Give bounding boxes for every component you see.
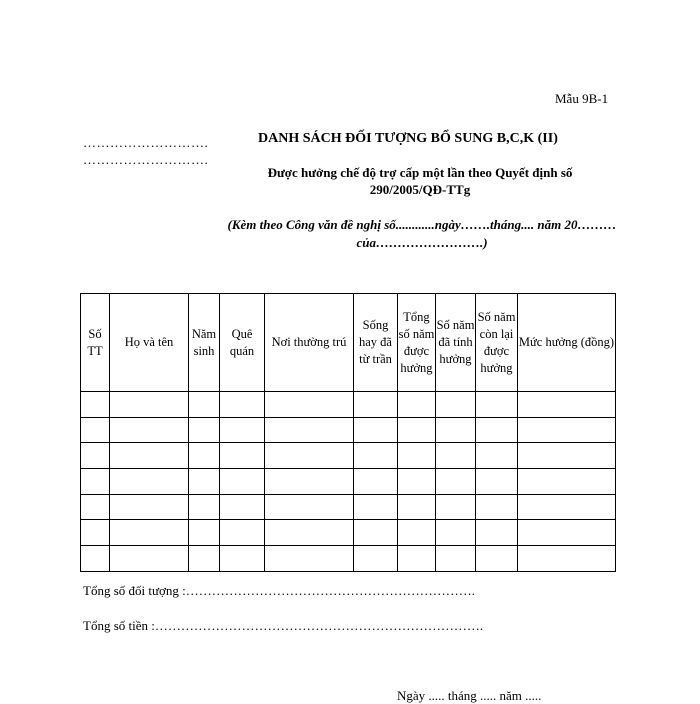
date-line: Ngày ..... tháng ..... năm ..... bbox=[397, 688, 542, 703]
table-cell[interactable] bbox=[220, 443, 265, 469]
table-cell[interactable] bbox=[476, 494, 518, 520]
table-cell[interactable] bbox=[354, 520, 398, 546]
table-cell[interactable] bbox=[476, 469, 518, 495]
table-cell[interactable] bbox=[354, 443, 398, 469]
table-cell[interactable] bbox=[354, 546, 398, 572]
column-header: Tổng số năm được hưởng bbox=[398, 294, 436, 392]
table-row bbox=[81, 392, 616, 418]
table-cell[interactable] bbox=[398, 546, 436, 572]
table-row bbox=[81, 417, 616, 443]
table-row bbox=[81, 520, 616, 546]
table-cell[interactable] bbox=[81, 520, 110, 546]
table-cell[interactable] bbox=[81, 443, 110, 469]
table-cell[interactable] bbox=[398, 417, 436, 443]
table-cell[interactable] bbox=[476, 392, 518, 418]
table-cell[interactable] bbox=[518, 417, 616, 443]
table-cell[interactable] bbox=[354, 494, 398, 520]
document-subtitle: Được hưởng chế độ trợ cấp một lần theo Quyết định số 290/2005/QĐ-TTg bbox=[267, 165, 573, 197]
total-subjects-line: Tổng số đối tượng :…………………………………………………………. bbox=[83, 583, 476, 598]
document-title: DANH SÁCH ĐỐI TƯỢNG BỔ SUNG B,C,K (II) bbox=[258, 131, 558, 146]
table-cell[interactable] bbox=[81, 417, 110, 443]
table-cell[interactable] bbox=[398, 469, 436, 495]
table-cell[interactable] bbox=[398, 443, 436, 469]
table-cell[interactable] bbox=[189, 546, 220, 572]
table-cell[interactable] bbox=[81, 392, 110, 418]
form-code: Mẫu 9B-1 bbox=[555, 91, 609, 106]
table-cell[interactable] bbox=[518, 443, 616, 469]
table-cell[interactable] bbox=[189, 520, 220, 546]
table-cell[interactable] bbox=[265, 520, 354, 546]
table-cell[interactable] bbox=[476, 546, 518, 572]
table-cell[interactable] bbox=[110, 417, 189, 443]
column-header: Số năm đã tính hưởng bbox=[436, 294, 476, 392]
table-cell[interactable] bbox=[189, 469, 220, 495]
table-cell[interactable] bbox=[110, 469, 189, 495]
column-header: Số năm còn lại được hưởng bbox=[476, 294, 518, 392]
table-cell[interactable] bbox=[436, 520, 476, 546]
column-header: Quê quán bbox=[220, 294, 265, 392]
table-cell[interactable] bbox=[436, 417, 476, 443]
table-cell[interactable] bbox=[354, 392, 398, 418]
table-row bbox=[81, 469, 616, 495]
table-cell[interactable] bbox=[518, 520, 616, 546]
table-cell[interactable] bbox=[518, 494, 616, 520]
table-cell[interactable] bbox=[110, 392, 189, 418]
table-cell[interactable] bbox=[436, 443, 476, 469]
table-header-row bbox=[81, 294, 616, 392]
table-cell[interactable] bbox=[354, 469, 398, 495]
column-header: Mức hưởng (đồng) bbox=[518, 294, 616, 392]
column-header: Sống hay đã từ trần bbox=[354, 294, 398, 392]
table-row bbox=[81, 546, 616, 572]
table-cell[interactable] bbox=[518, 392, 616, 418]
table-cell[interactable] bbox=[110, 494, 189, 520]
column-header: Số TT bbox=[81, 294, 110, 392]
table-cell[interactable] bbox=[436, 392, 476, 418]
agency-line-1: ………………………. bbox=[83, 135, 209, 150]
table-cell[interactable] bbox=[81, 546, 110, 572]
agency-line-2: ………………………. bbox=[83, 152, 209, 167]
table-cell[interactable] bbox=[220, 392, 265, 418]
table-cell[interactable] bbox=[436, 494, 476, 520]
table-cell[interactable] bbox=[110, 443, 189, 469]
table-cell[interactable] bbox=[398, 494, 436, 520]
table-row bbox=[81, 494, 616, 520]
table-cell[interactable] bbox=[189, 392, 220, 418]
table-cell[interactable] bbox=[81, 494, 110, 520]
table-cell[interactable] bbox=[189, 494, 220, 520]
total-money-line: Tổng số tiền :…………………………………………………………………. bbox=[83, 618, 484, 633]
beneficiary-table bbox=[80, 293, 616, 572]
table-cell[interactable] bbox=[81, 469, 110, 495]
table-cell[interactable] bbox=[398, 520, 436, 546]
table-cell[interactable] bbox=[189, 417, 220, 443]
column-header: Họ và tên bbox=[110, 294, 189, 392]
table-cell[interactable] bbox=[265, 494, 354, 520]
attachment-note: (Kèm theo Công văn đề nghị số............ngày…….tháng.... năm 20………của…………………….) bbox=[227, 217, 617, 250]
table-cell[interactable] bbox=[476, 520, 518, 546]
table-row bbox=[81, 443, 616, 469]
table-cell[interactable] bbox=[220, 417, 265, 443]
table-cell[interactable] bbox=[354, 417, 398, 443]
table-cell[interactable] bbox=[220, 494, 265, 520]
table-cell[interactable] bbox=[476, 443, 518, 469]
table-cell[interactable] bbox=[518, 546, 616, 572]
table-cell[interactable] bbox=[518, 469, 616, 495]
table-cell[interactable] bbox=[189, 443, 220, 469]
table-cell[interactable] bbox=[265, 443, 354, 469]
table-cell[interactable] bbox=[436, 469, 476, 495]
table-cell[interactable] bbox=[220, 469, 265, 495]
table-cell[interactable] bbox=[220, 520, 265, 546]
table-cell[interactable] bbox=[398, 392, 436, 418]
table-cell[interactable] bbox=[265, 392, 354, 418]
table-cell[interactable] bbox=[476, 417, 518, 443]
table-cell[interactable] bbox=[220, 546, 265, 572]
table-cell[interactable] bbox=[436, 546, 476, 572]
table-cell[interactable] bbox=[265, 417, 354, 443]
column-header: Nơi thường trú bbox=[265, 294, 354, 392]
table-cell[interactable] bbox=[110, 520, 189, 546]
table-cell[interactable] bbox=[265, 469, 354, 495]
column-header: Năm sinh bbox=[189, 294, 220, 392]
table-cell[interactable] bbox=[265, 546, 354, 572]
table-cell[interactable] bbox=[110, 546, 189, 572]
